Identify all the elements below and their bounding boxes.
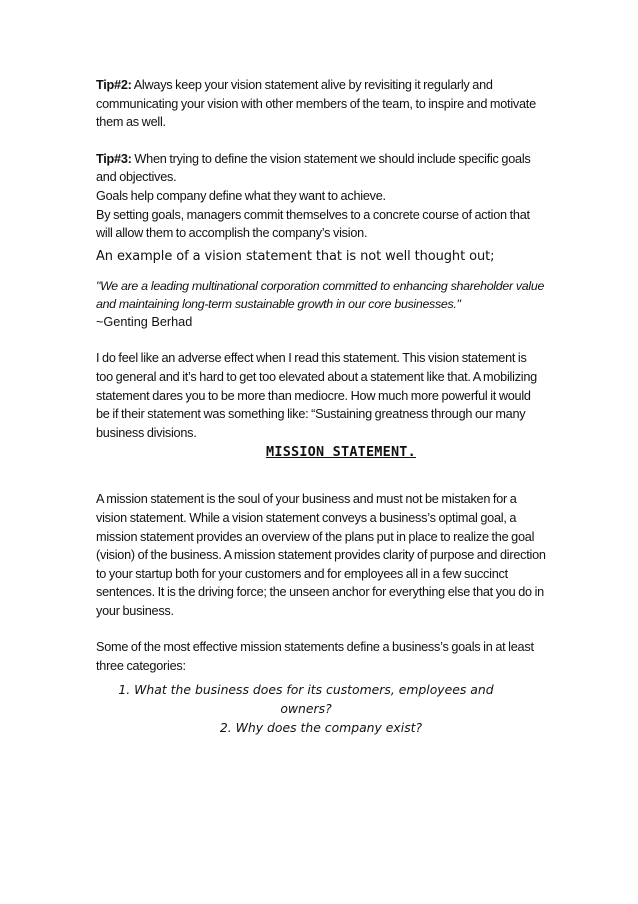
categories-list (96, 680, 546, 737)
opinion-paragraph: I do feel like an adverse effect when I read this statement. This vision statement is too general and it’s hard to get too elevated about a statement like that. A mobilizing statement dares you to be more than mediocre. How much more powerful it would be if their statement was something like: “Sustaining greatness through our many business divisions. (96, 351, 537, 440)
tip3-line-2: Goals help company define what they want to achieve. (96, 188, 386, 203)
document-page (96, 76, 546, 737)
tip2-paragraph (96, 76, 546, 132)
example-heading: An example of a vision statement that is not well thought out; (96, 248, 495, 264)
vision-quote: "We are a leading multinational corporation committed to enhancing shareholder value and maintaining long-term sustainable growth in our core businesses." (96, 278, 545, 311)
list-item: 1. What the business does for its customers, employees and owners? (118, 681, 494, 716)
tip3-line-1: When trying to define the vision statement we should include specific goals and objectives. (96, 151, 531, 185)
mission-statement-title: MISSION STATEMENT. (266, 444, 416, 461)
tip3-label: Tip#3: (96, 151, 132, 166)
tip2-text: Always keep your vision statement alive by revisiting it regularly and communicating your vision with other members of the team, to inspire and motivate them as well. (96, 78, 536, 130)
tip3-paragraph (96, 150, 546, 243)
quote-attribution: ~Genting Berhad (96, 314, 193, 329)
mission-paragraph: A mission statement is the soul of your business and must not be mistaken for a vision statement. While a vision statement conveys a business’s optimal goal, a mission statement provides an overview of the plans put in place to realize the goal (vision) of the business. A mission statement provides clarity of purpose and direction to your startup both for your customers and for employees all in a few succinct sentences. It is the driving force; the unseen anchor for everything else that you do in your business. (96, 492, 546, 618)
tip2-label: Tip#2: (96, 78, 132, 92)
tip3-line-3: By setting goals, managers commit themselves to a concrete course of action that will allow them to accomplish the company’s vision. (96, 207, 530, 241)
list-item: 2. Why does the company exist? (219, 719, 423, 735)
categories-intro: Some of the most effective mission statements define a business’s goals in at least three categories: (96, 640, 534, 674)
